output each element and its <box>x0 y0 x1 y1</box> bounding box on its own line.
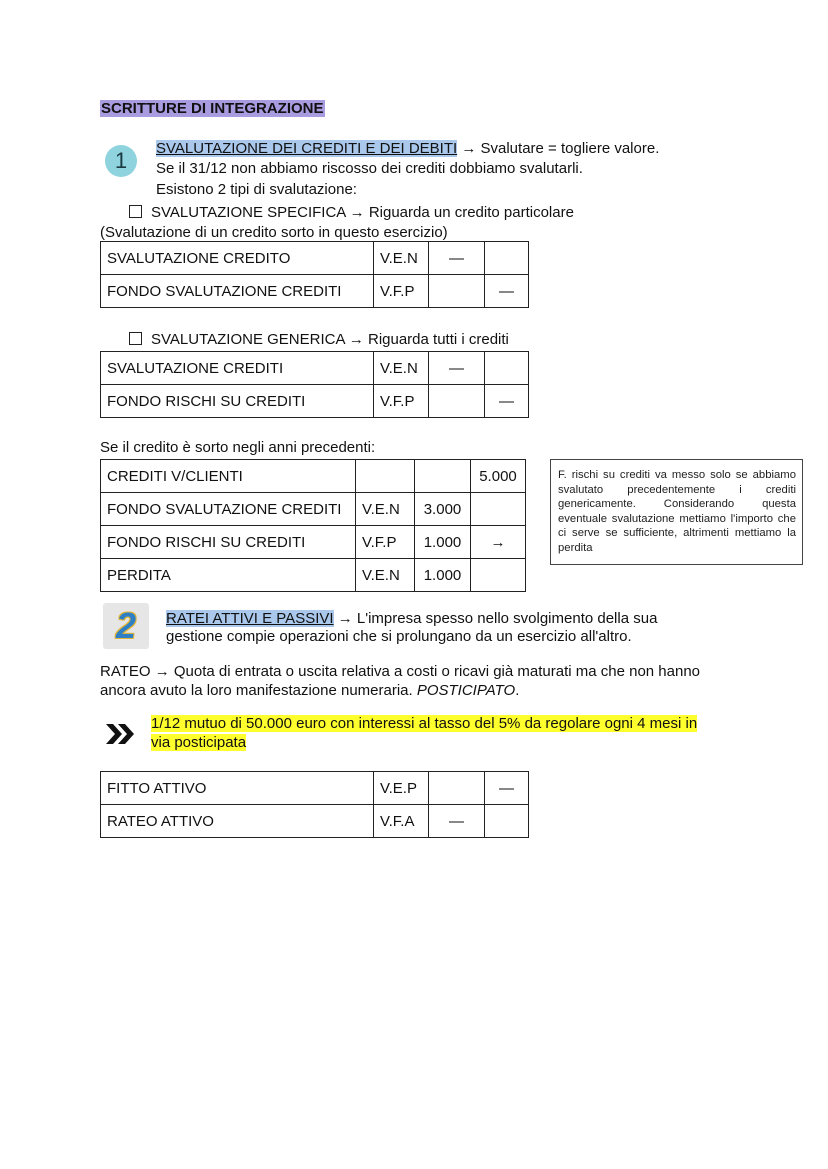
dare-cell: — <box>429 805 485 838</box>
section1-heading-rest: → Svalutare = togliere valore. <box>457 140 660 157</box>
ledger-table-precedenti <box>100 459 526 592</box>
avere-cell <box>471 559 526 592</box>
precedenti-label: Se il credito è sorto negli anni precedenti: <box>100 439 376 456</box>
dare-cell <box>429 385 485 418</box>
dare-cell: 3.000 <box>415 493 471 526</box>
account-name: FONDO RISCHI SU CREDITI <box>101 385 374 418</box>
posticipato-label: POSTICIPATO <box>416 682 516 699</box>
dare-cell <box>429 772 485 805</box>
table-row <box>101 772 529 805</box>
account-name: CREDITI V/CLIENTI <box>101 460 356 493</box>
table-row <box>101 805 529 838</box>
section1-heading: SVALUTAZIONE DEI CREDITI E DEI DEBITI <box>156 140 458 157</box>
rateo-line2 <box>100 682 519 700</box>
example-text-2: via posticipata <box>151 734 247 751</box>
table-row <box>101 526 526 559</box>
avere-cell <box>485 805 529 838</box>
example-line1 <box>151 715 697 733</box>
account-name: FONDO SVALUTAZIONE CREDITI <box>101 275 374 308</box>
specifica-label: SVALUTAZIONE SPECIFICA → Riguarda un credito particolare <box>151 204 574 221</box>
account-code: V.E.N <box>356 493 415 526</box>
rateo-line2-text: ancora avuto la loro manifestazione numeraria. <box>100 682 417 699</box>
section-number-badge: 1 <box>105 145 137 177</box>
account-name: PERDITA <box>101 559 356 592</box>
avere-cell <box>471 493 526 526</box>
section1-line3: Esistono 2 tipi di svalutazione: <box>156 181 357 198</box>
avere-cell: → <box>471 526 526 559</box>
avere-cell: — <box>485 772 529 805</box>
specifica-note: (Svalutazione di un credito sorto in questo esercizio) <box>100 224 448 241</box>
checkbox-icon[interactable] <box>129 205 142 218</box>
section1-heading-line <box>156 140 659 158</box>
table-row <box>101 352 529 385</box>
dare-cell <box>429 275 485 308</box>
page-title: SCRITTURE DI INTEGRAZIONE <box>101 100 324 117</box>
account-code: V.F.P <box>374 385 429 418</box>
account-name: RATEO ATTIVO <box>101 805 374 838</box>
account-code: V.E.P <box>374 772 429 805</box>
account-code: V.F.P <box>374 275 429 308</box>
section2-number: 2 <box>115 605 137 646</box>
avere-cell: 5.000 <box>471 460 526 493</box>
account-name: FITTO ATTIVO <box>101 772 374 805</box>
account-name: SVALUTAZIONE CREDITO <box>101 242 374 275</box>
dare-cell: — <box>429 352 485 385</box>
example-line2 <box>151 734 246 752</box>
dare-cell: 1.000 <box>415 559 471 592</box>
section2-heading-rest: → L'impresa spesso nello svolgimento della sua <box>333 610 658 627</box>
account-code: V.E.N <box>356 559 415 592</box>
ledger-table-ratei <box>100 771 529 838</box>
account-code: V.E.N <box>374 242 429 275</box>
dare-cell: — <box>429 242 485 275</box>
table-row <box>101 242 529 275</box>
double-chevron-right-icon <box>104 721 138 747</box>
checkbox-icon[interactable] <box>129 332 142 345</box>
section2-heading-line <box>166 610 657 628</box>
section2-line2: gestione compie operazioni che si prolungano da un esercizio all'altro. <box>166 628 632 645</box>
section1-line2: Se il 31/12 non abbiamo riscosso dei crediti dobbiamo svalutarli. <box>156 160 583 177</box>
ledger-table-generica <box>100 351 529 418</box>
ledger-table-specifica <box>100 241 529 308</box>
table-row <box>101 460 526 493</box>
table-row <box>101 275 529 308</box>
account-name: FONDO RISCHI SU CREDITI <box>101 526 356 559</box>
table-row <box>101 385 529 418</box>
account-code: V.F.A <box>374 805 429 838</box>
rateo-line1: RATEO → Quota di entrata o uscita relativa a costi o ricavi già maturati ma che non hanno <box>100 663 701 680</box>
account-code: V.F.P <box>356 526 415 559</box>
section2-heading: RATEI ATTIVI E PASSIVI <box>166 610 334 627</box>
side-note: F. rischi su crediti va messo solo se abbiamo svalutato precedentemente i crediti genericamente. Considerando questa eventuale svalutazione mettiamo l'importo che ci serve se sufficiente, altrimenti mettiamo la perdita <box>550 459 803 565</box>
dare-cell: 1.000 <box>415 526 471 559</box>
section-number-badge <box>103 603 149 649</box>
table-row <box>101 559 526 592</box>
generica-item <box>129 331 509 349</box>
account-code: V.E.N <box>374 352 429 385</box>
generica-label: SVALUTAZIONE GENERICA → Riguarda tutti i crediti <box>151 331 509 348</box>
table-row <box>101 493 526 526</box>
avere-cell: — <box>485 275 529 308</box>
dare-cell <box>415 460 471 493</box>
avere-cell: — <box>485 385 529 418</box>
account-name: FONDO SVALUTAZIONE CREDITI <box>101 493 356 526</box>
avere-cell <box>485 242 529 275</box>
specifica-item <box>129 204 574 222</box>
account-code <box>356 460 415 493</box>
account-name: SVALUTAZIONE CREDITI <box>101 352 374 385</box>
avere-cell <box>485 352 529 385</box>
rateo-line2-end: . <box>515 682 520 699</box>
example-text-1: 1/12 mutuo di 50.000 euro con interessi al tasso del 5% da regolare ogni 4 mesi in <box>151 715 698 732</box>
